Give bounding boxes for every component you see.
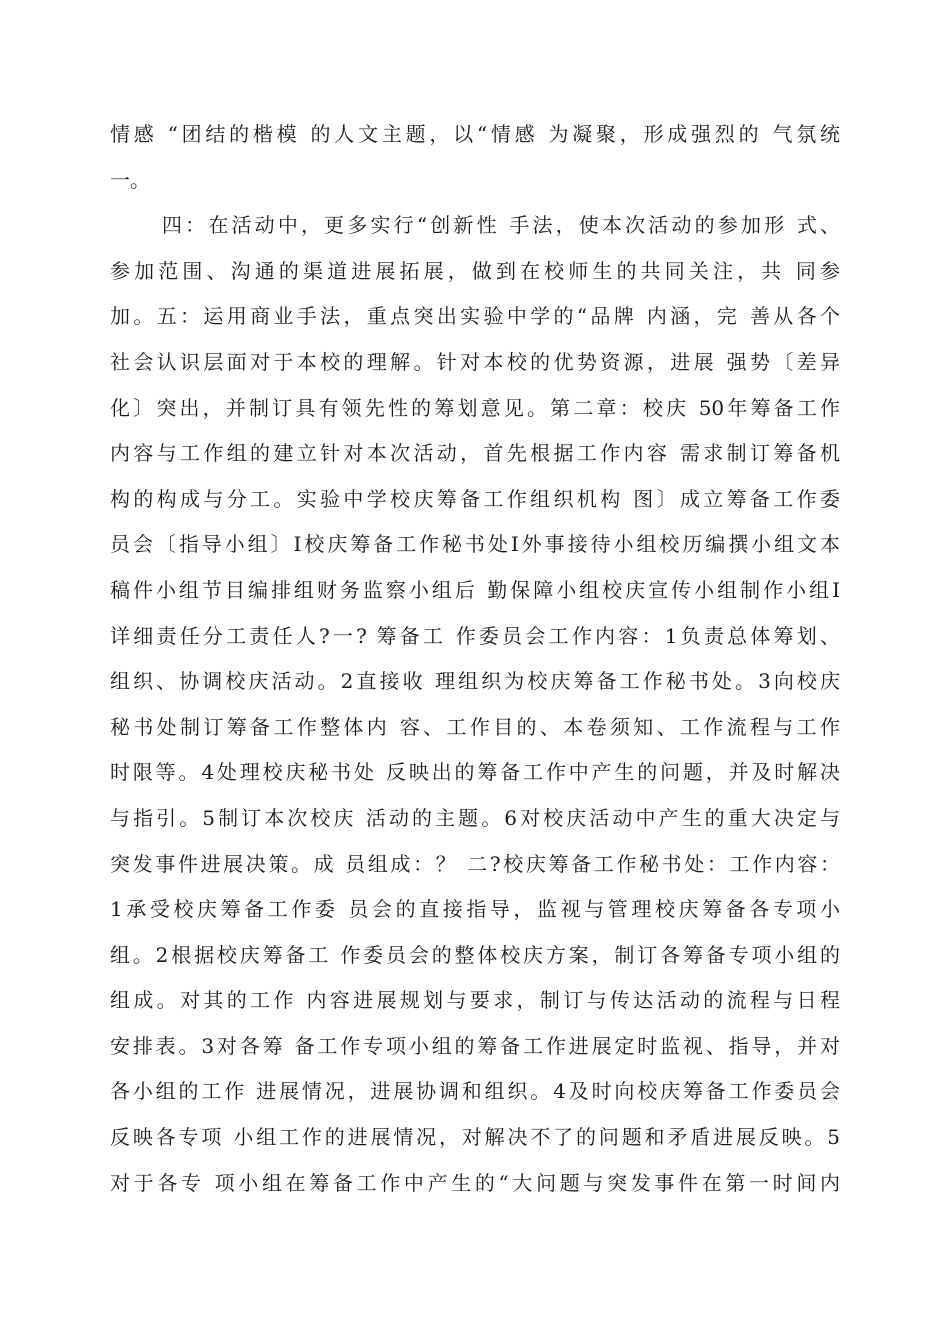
text-line: 1承受校庆筹备工作委 员会的直接指导，监视与管理校庆筹备各专项小 bbox=[110, 897, 840, 922]
text-line: 情感 “团结的楷模 的人文主题，以“情感 为凝聚，形成强烈的 气氛统 bbox=[110, 122, 840, 146]
text-line: 组织、协调校庆活动。2直接收 理组织为校庆筹备工作秘书处。3向校庆 bbox=[110, 669, 840, 694]
text-line: 详细责任分工责任人?一? 筹备工 作委员会工作内容：1负责总体筹划、 bbox=[110, 623, 840, 648]
text-line: 突发事件进展决策。成 员组成：？ 二?校庆筹备工作秘书处：工作内容： bbox=[110, 851, 840, 876]
text-line: 组。2根据校庆筹备工 作委员会的整体校庆方案，制订各筹备专项小组的 bbox=[110, 942, 840, 967]
text-line: 内容与工作组的建立针对本次活动，首先根据工作内容 需求制订筹备机 bbox=[110, 441, 840, 466]
text-line: 一。 bbox=[110, 167, 150, 192]
text-line: 与指引。5制订本次校庆 活动的主题。6对校庆活动中产生的重大决定与 bbox=[110, 805, 840, 830]
text-line: 反映各专项 小组工作的进展情况，对解决不了的问题和矛盾进展反映。5 bbox=[110, 1125, 840, 1150]
body-text bbox=[110, 112, 840, 1206]
text-line: 化〕突出，并制订具有领先性的筹划意见。第二章：校庆 50年筹备工作 bbox=[110, 395, 840, 420]
text-line: 加。五：运用商业手法，重点突出实验中学的“品牌 内涵，完 善从各个 bbox=[110, 304, 840, 329]
text-line: 各小组的工作 进展情况，进展协调和组织。4及时向校庆筹备工作委员会 bbox=[110, 1079, 840, 1104]
text-line: 员会〔指导小组〕I校庆筹备工作秘书处I外事接待小组校历编撰小组文本 bbox=[110, 532, 840, 557]
text-line: 对于各专 项小组在筹备工作中产生的“大问题与突发事件在第一时间内 bbox=[110, 1170, 840, 1195]
text-line: 安排表。3对各筹 备工作专项小组的筹备工作进展定时监视、指导，并对 bbox=[110, 1033, 840, 1058]
text-line: 时限等。4处理校庆秘书处 反映出的筹备工作中产生的问题，并及时解决 bbox=[110, 760, 840, 785]
text-line: 参加范围、沟通的渠道进展拓展，做到在校师生的共同关注，共 同参 bbox=[110, 258, 840, 283]
text-line: 四：在活动中，更多实行“创新性 手法，使本次活动的参加形 式、 bbox=[162, 213, 840, 238]
text-line: 社会认识层面对于本校的理解。针对本校的优势资源，进展 强势〔差异 bbox=[110, 349, 840, 374]
text-line: 稿件小组节目编排组财务监察小组后 勤保障小组校庆宣传小组制作小组I bbox=[110, 577, 840, 602]
text-line: 秘书处制订筹备工作整体内 容、工作目的、本卷须知、工作流程与工作 bbox=[110, 714, 840, 739]
text-line: 组成。对其的工作 内容进展规划与要求，制订与传达活动的流程与日程 bbox=[110, 988, 840, 1013]
text-line: 构的构成与分工。实验中学校庆筹备工作组织机构 图〕成立筹备工作委 bbox=[110, 486, 840, 511]
